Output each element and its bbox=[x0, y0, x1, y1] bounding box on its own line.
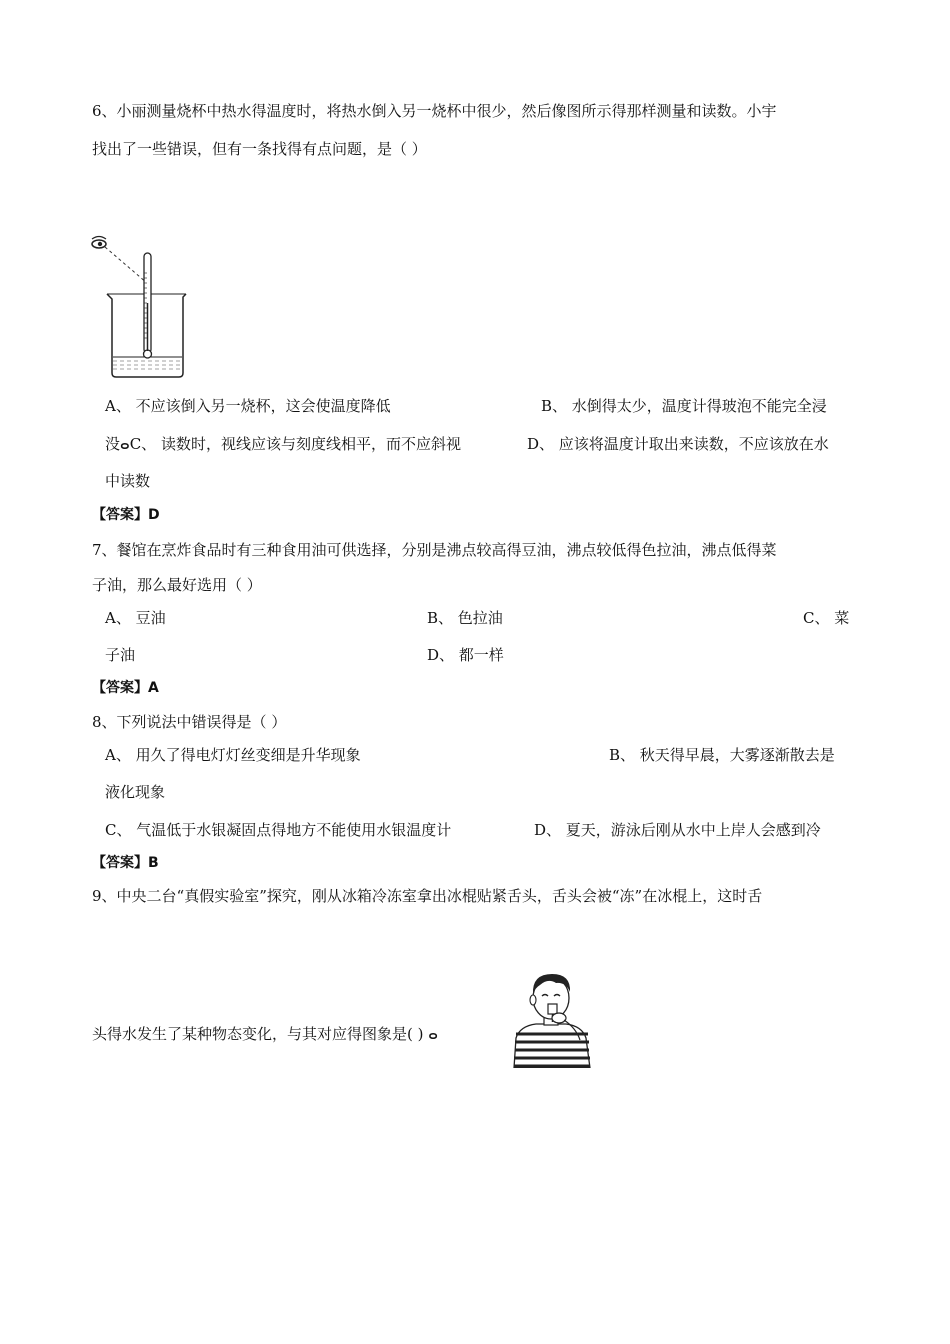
q7-option-c: C、 菜 bbox=[803, 609, 850, 627]
beaker-thermometer-figure bbox=[85, 233, 195, 383]
boy-licking-popsicle-figure bbox=[502, 968, 602, 1068]
thermometer-icon bbox=[144, 253, 152, 358]
q8-stem: 8、下列说法中错误得是（ ） bbox=[92, 713, 287, 731]
q8-option-a: A、 用久了得电灯灯丝变细是升华现象 bbox=[105, 746, 361, 764]
q7-option-a: A、 豆油 bbox=[105, 609, 166, 627]
q7-answer: 【答案】A bbox=[92, 680, 159, 696]
q9-stem-line1: 9、中央二台“真假实验室”探究，刚从冰箱冷冻室拿出冰棍贴紧舌头，舌头会被“冻”在冰棍上，这时舌 bbox=[92, 887, 763, 905]
q8-option-c: C、 气温低于水银凝固点得地方不能使用水银温度计 bbox=[105, 821, 452, 839]
q8-option-d: D、 夏天，游泳后刚从水中上岸人会感到冷 bbox=[534, 821, 821, 839]
q8-option-b: B、 秋天得早晨，大雾逐渐散去是 bbox=[609, 746, 835, 764]
q7-option-b: B、 色拉油 bbox=[427, 609, 503, 627]
q8-option-b-cont: 液化现象 bbox=[105, 783, 166, 801]
q7-stem-line2: 子油，那么最好选用（ ） bbox=[92, 576, 262, 594]
q6-option-b: B、 水倒得太少，温度计得玻泡不能完全浸 bbox=[541, 397, 827, 415]
q7-option-c-cont: 子油 bbox=[105, 646, 136, 664]
q6-answer: 【答案】D bbox=[92, 507, 160, 523]
q6-option-b-cont: 没ⴰC、 读数时，视线应该与刻度线相平，而不应斜视 bbox=[105, 435, 461, 453]
q6-option-d-cont: 中读数 bbox=[105, 472, 151, 490]
q6-option-a: A、 不应该倒入另一烧杯，这会使温度降低 bbox=[105, 397, 391, 415]
q8-answer: 【答案】B bbox=[92, 855, 159, 871]
q6-stem-line1: 6、小丽测量烧杯中热水得温度时，将热水倒入另一烧杯中很少，然后像图所示得那样测量和读数。小宇 bbox=[92, 102, 777, 120]
eye-icon bbox=[92, 237, 106, 249]
q6-stem-line2: 找出了一些错误，但有一条找得有点问题，是（ ） bbox=[92, 140, 427, 158]
q9-stem-line2: 头得水发生了某种物态变化，与其对应得图象是( ) ⴰ bbox=[92, 1025, 438, 1043]
q7-stem-line1: 7、餐馆在烹炸食品时有三种食用油可供选择，分别是沸点较高得豆油，沸点较低得色拉油，沸点低得菜 bbox=[92, 541, 777, 559]
q7-option-d: D、 都一样 bbox=[427, 646, 504, 664]
q6-option-d: D、 应该将温度计取出来读数，不应该放在水 bbox=[527, 435, 829, 453]
